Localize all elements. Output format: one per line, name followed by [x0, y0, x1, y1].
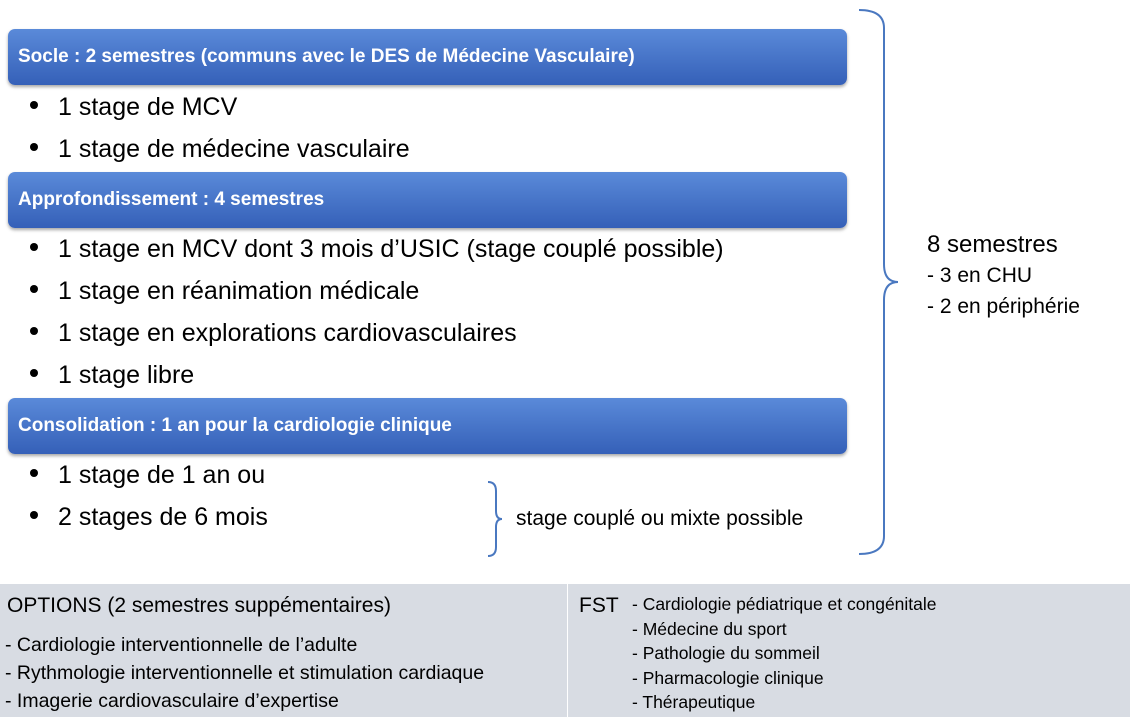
list-item — [30, 312, 724, 354]
stage-label: 2 stages de 6 mois — [58, 503, 268, 531]
list-item — [30, 128, 410, 170]
stage-label: 1 stage de médecine vasculaire — [58, 135, 410, 163]
list-item: - Médecine du sport — [632, 618, 787, 639]
bullet-icon — [30, 511, 38, 519]
consolidation-brace-icon — [486, 479, 516, 559]
stage-label: 1 stage en explorations cardiovasculaires — [58, 319, 517, 347]
stage-list-consolidation — [30, 454, 268, 538]
stage-label: 1 stage de 1 an ou — [58, 461, 266, 489]
fst-panel — [568, 584, 1130, 717]
list-item: - Cardiologie pédiatrique et congénitale — [632, 594, 937, 614]
stage-label: 1 stage de MCV — [58, 93, 238, 121]
stage-list-approfondissement — [30, 228, 724, 396]
list-item — [30, 86, 410, 128]
phase-header-socle: Socle : 2 semestres (communs avec le DES de Médecine Vasculaire) — [8, 29, 847, 85]
bullet-icon — [30, 327, 38, 335]
list-item: - Pharmacologie clinique — [632, 667, 824, 688]
bullet-icon — [30, 143, 38, 151]
stage-label: 1 stage libre — [58, 361, 195, 389]
list-item — [30, 270, 724, 312]
summary-title: 8 semestres — [927, 231, 1058, 258]
bullet-icon — [30, 285, 38, 293]
semesters-brace-icon — [856, 6, 906, 558]
bullet-icon — [30, 469, 38, 477]
list-item: - Rythmologie interventionnelle et stimulation cardiaque — [5, 662, 485, 684]
bullet-icon — [30, 101, 38, 109]
list-item: - Pathologie du sommeil — [632, 643, 820, 664]
options-panel — [0, 584, 567, 717]
semester-summary — [927, 230, 1080, 322]
list-item — [30, 496, 268, 538]
fst-list — [632, 592, 937, 715]
phase-header-approfondissement: Approfondissement : 4 semestres — [8, 172, 847, 228]
list-item: - Cardiologie interventionnelle de l’adulte — [5, 634, 358, 656]
list-item: - Thérapeutique — [632, 692, 756, 713]
fst-label: FST — [579, 594, 619, 617]
stage-label: 1 stage en MCV dont 3 mois d’USIC (stage couplé possible) — [58, 235, 724, 263]
list-item — [30, 454, 268, 496]
list-item: - Imagerie cardiovasculaire d’expertise — [5, 690, 339, 712]
stage-list-socle — [30, 86, 410, 170]
phase-header-consolidation: Consolidation : 1 an pour la cardiologie clinique — [8, 398, 847, 454]
list-item — [30, 228, 724, 270]
consolidation-note: stage couplé ou mixte possible — [516, 507, 804, 530]
bullet-icon — [30, 369, 38, 377]
bullet-icon — [30, 243, 38, 251]
summary-line-peripherie: - 2 en périphérie — [927, 295, 1080, 318]
options-title: OPTIONS (2 semestres suppémentaires) — [7, 594, 391, 617]
summary-line-chu: - 3 en CHU — [927, 264, 1033, 287]
stage-label: 1 stage en réanimation médicale — [58, 277, 420, 305]
list-item — [30, 354, 724, 396]
options-list — [5, 631, 484, 715]
